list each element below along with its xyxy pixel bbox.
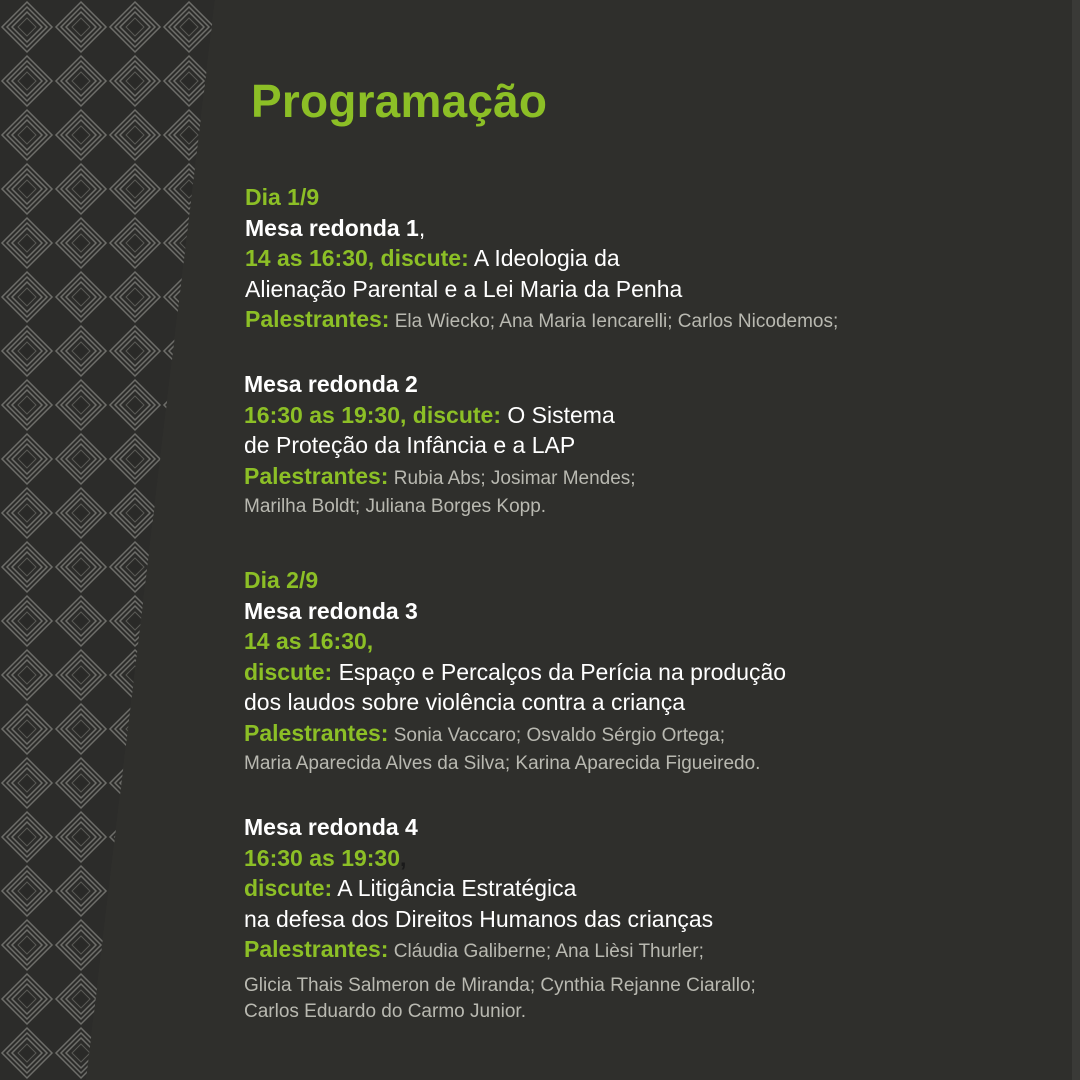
time-suffix: ,	[400, 844, 407, 871]
topic-text: O Sistema	[500, 401, 615, 428]
mesa-title: Mesa redonda 4	[244, 814, 418, 840]
speakers-label: Palestrantes:	[244, 462, 389, 489]
time-topic-line	[245, 243, 838, 274]
speakers-line	[244, 718, 786, 751]
mesa-title: Mesa redonda 3	[244, 597, 418, 624]
discute-topic-line	[244, 873, 756, 904]
day-label: Dia 2/9	[244, 567, 319, 593]
topic-text-continued: dos laudos sobre violência contra a criança	[244, 689, 686, 715]
decorative-edge	[1072, 0, 1080, 1080]
schedule-section-3	[244, 565, 786, 777]
time-label: 16:30 as 19:30, discute:	[244, 401, 501, 428]
schedule-section-2	[244, 369, 636, 520]
decorative-pattern	[0, 0, 215, 1080]
topic-text-continued: na defesa dos Direitos Humanos das crianças	[244, 905, 714, 932]
mesa-title: Mesa redonda 2	[244, 371, 418, 397]
speakers-names: Cláudia Galiberne; Ana Lièsi Thurler;	[388, 941, 704, 962]
topic-text: A Litigância Estratégica	[332, 875, 577, 901]
topic-text-continued: Alienação Parental e a Lei Maria da Penha	[245, 275, 683, 302]
discute-topic-line	[244, 657, 786, 688]
speakers-label: Palestrantes:	[244, 936, 389, 962]
mesa-suffix: ,	[418, 214, 426, 241]
page-title: Programação	[251, 75, 548, 127]
speakers-names-continued: Marilha Boldt; Juliana Borges Kopp.	[244, 495, 547, 517]
time-label: 16:30 as 19:30	[244, 844, 401, 871]
speakers-line	[245, 304, 838, 337]
discute-label: discute:	[244, 658, 333, 685]
speakers-names: Sonia Vaccaro; Osvaldo Sérgio Ortega;	[388, 724, 726, 746]
day-label: Dia 1/9	[245, 184, 320, 210]
speakers-line	[244, 934, 756, 967]
schedule-section-4	[244, 812, 756, 1025]
speakers-names: Rubia Abs; Josimar Mendes;	[388, 467, 636, 489]
speakers-names-continued-2: Carlos Eduardo do Carmo Junior.	[244, 1001, 526, 1022]
speakers-label: Palestrantes:	[244, 719, 389, 746]
discute-label: discute:	[244, 875, 333, 901]
topic-text: A Ideologia da	[468, 245, 620, 271]
mesa-title: Mesa redonda 1	[245, 214, 419, 241]
speakers-names-continued: Glicia Thais Salmeron de Miranda; Cynthia Rejanne Ciarallo;	[244, 975, 756, 996]
speakers-names: Ela Wiecko; Ana Maria Iencarelli; Carlos Nicodemos;	[389, 311, 839, 332]
speakers-line	[244, 461, 636, 494]
time-label: 14 as 16:30, discute:	[245, 245, 469, 271]
time-line	[244, 843, 756, 874]
time-topic-line	[244, 400, 636, 431]
mesa-line	[245, 213, 838, 244]
topic-text-continued: de Proteção da Infância e a LAP	[244, 432, 576, 458]
topic-text: Espaço e Percalços da Perícia na produção	[332, 658, 787, 685]
schedule-section-1	[245, 182, 838, 337]
time-label: 14 as 16:30,	[244, 628, 374, 654]
speakers-label: Palestrantes:	[245, 306, 390, 332]
speakers-names-continued: Maria Aparecida Alves da Silva; Karina Aparecida Figueiredo.	[244, 752, 761, 774]
